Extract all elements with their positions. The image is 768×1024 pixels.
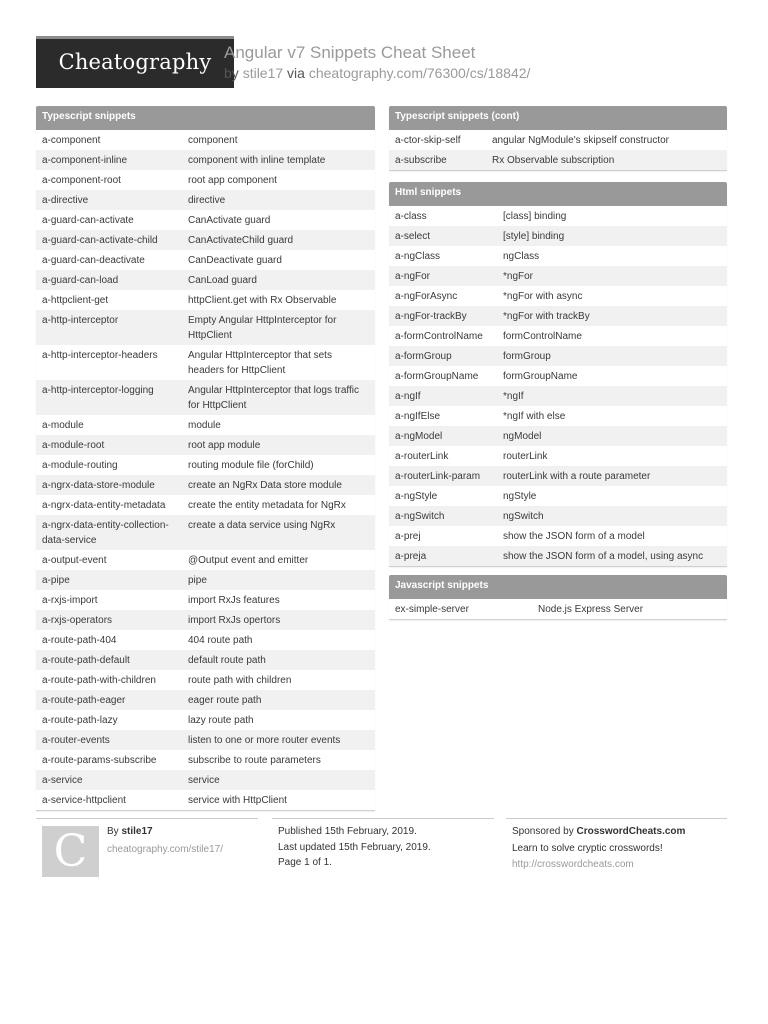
- section-title: Html snippets: [389, 182, 727, 206]
- snippet-description: Node.js Express Server: [538, 603, 644, 615]
- snippet-row: [36, 495, 375, 515]
- snippet-row: [36, 250, 375, 270]
- footer-author-link[interactable]: stile17: [121, 826, 153, 837]
- snippet-description: create a data service using NgRx: [188, 519, 336, 531]
- snippet-description: root app module: [188, 439, 261, 451]
- snippet-prefix: a-route-params-subscribe: [42, 754, 157, 766]
- sheet-url-link[interactable]: cheatography.com/76300/cs/18842/: [308, 65, 531, 81]
- snippet-description: Angular HttpInterceptor that sets headers for HttpClient: [188, 349, 332, 376]
- snippet-prefix: a-service: [42, 774, 83, 786]
- section-rows: [389, 206, 727, 566]
- snippet-description: *ngFor with trackBy: [503, 310, 590, 322]
- section-title: Typescript snippets (cont): [389, 106, 727, 130]
- snippet-row: [389, 346, 727, 366]
- snippet-row: [36, 515, 375, 550]
- snippet-prefix: a-preja: [395, 550, 427, 562]
- snippet-row: [36, 570, 375, 590]
- snippet-prefix: a-component: [42, 134, 101, 146]
- snippet-row: [36, 475, 375, 495]
- snippet-prefix: a-ngFor-trackBy: [395, 310, 467, 322]
- snippet-prefix: a-rxjs-operators: [42, 614, 113, 626]
- snippet-prefix: a-rxjs-import: [42, 594, 98, 606]
- snippet-description: ngStyle: [503, 490, 537, 502]
- snippet-prefix: a-directive: [42, 194, 89, 206]
- snippet-row: [389, 266, 727, 286]
- snippet-prefix: a-module: [42, 419, 84, 431]
- snippet-description: component with inline template: [188, 154, 326, 166]
- snippet-row: [36, 750, 375, 770]
- snippet-description: CanLoad guard: [188, 274, 257, 286]
- snippet-description: [class] binding: [503, 210, 567, 222]
- snippet-row: [36, 455, 375, 475]
- snippet-row: [36, 790, 375, 810]
- snippet-description: import RxJs opertors: [188, 614, 281, 626]
- snippet-row: [389, 326, 727, 346]
- snippet-row: [36, 150, 375, 170]
- snippet-prefix: a-router-events: [42, 734, 110, 746]
- footer-sponsor: [512, 826, 685, 837]
- snippet-prefix: a-subscribe: [395, 154, 447, 166]
- snippet-description: *ngFor: [503, 270, 534, 282]
- snippet-description: Angular HttpInterceptor that logs traffic for HttpClient: [188, 384, 360, 411]
- snippet-description: show the JSON form of a model, using async: [503, 550, 704, 562]
- snippet-row: [389, 226, 727, 246]
- snippet-prefix: a-ngForAsync: [395, 290, 458, 302]
- snippet-description: formGroup: [503, 350, 551, 362]
- footer-sponsor-link[interactable]: CrosswordCheats.com: [576, 826, 686, 837]
- snippet-description: import RxJs features: [188, 594, 280, 606]
- snippet-prefix: a-route-path-eager: [42, 694, 126, 706]
- page-title: Angular v7 Snippets Cheat Sheet: [224, 43, 476, 62]
- snippet-prefix: a-output-event: [42, 554, 107, 566]
- snippet-prefix: a-httpclient-get: [42, 294, 109, 306]
- byline-prefix: by: [224, 65, 239, 81]
- page-header: [36, 36, 736, 90]
- snippet-prefix: a-route-path-lazy: [42, 714, 118, 726]
- snippet-description: listen to one or more router events: [188, 734, 341, 746]
- snippet-prefix: a-ngSwitch: [395, 510, 445, 522]
- snippet-prefix: a-ngClass: [395, 250, 441, 262]
- footer-updated: Last updated 15th February, 2019.: [278, 842, 431, 853]
- snippet-row: [36, 230, 375, 250]
- snippet-prefix: a-select: [395, 230, 431, 242]
- snippet-row: [36, 670, 375, 690]
- footer-page-number: Page 1 of 1.: [278, 857, 332, 868]
- author-link[interactable]: stile17: [242, 65, 284, 81]
- footer-by-label: By: [107, 826, 119, 837]
- snippet-prefix: a-component-inline: [42, 154, 128, 166]
- snippet-description: formControlName: [503, 330, 582, 342]
- byline: [224, 65, 530, 81]
- snippet-row: [36, 310, 375, 345]
- footer-divider: [272, 818, 494, 819]
- snippet-description: routerLink: [503, 450, 548, 462]
- snippet-prefix: a-ngIf: [395, 390, 421, 402]
- snippet-row: [389, 150, 727, 170]
- snippet-description: service with HttpClient: [188, 794, 287, 806]
- snippet-row: [36, 190, 375, 210]
- footer-author: [107, 826, 153, 837]
- snippet-prefix: a-guard-can-load: [42, 274, 119, 286]
- snippet-description: subscribe to route parameters: [188, 754, 321, 766]
- snippet-description: @Output event and emitter: [188, 554, 309, 566]
- snippet-description: create an NgRx Data store module: [188, 479, 342, 491]
- snippet-prefix: a-guard-can-activate-child: [42, 234, 158, 246]
- snippet-row: [36, 690, 375, 710]
- snippet-description: service: [188, 774, 220, 786]
- snippet-prefix: ex-simple-server: [395, 603, 469, 615]
- snippet-row: [389, 446, 727, 466]
- snippet-description: component: [188, 134, 238, 146]
- snippet-prefix: a-http-interceptor-logging: [42, 384, 154, 396]
- snippet-description: formGroupName: [503, 370, 578, 382]
- snippet-description: route path with children: [188, 674, 292, 686]
- snippet-row: [36, 730, 375, 750]
- section-title: Javascript snippets: [389, 575, 727, 599]
- snippet-description: angular NgModule's skipself constructor: [492, 134, 669, 146]
- footer-sponsor-url[interactable]: http://crosswordcheats.com: [512, 859, 634, 870]
- snippet-description: ngClass: [503, 250, 540, 262]
- snippet-description: ngSwitch: [503, 510, 544, 522]
- snippet-row: [36, 345, 375, 380]
- section-rows: [389, 599, 727, 619]
- snippet-row: [389, 506, 727, 526]
- snippet-description: [style] binding: [503, 230, 565, 242]
- snippet-prefix: a-route-path-with-children: [42, 674, 156, 686]
- snippet-description: default route path: [188, 654, 266, 666]
- snippet-prefix: a-http-interceptor-headers: [42, 349, 158, 361]
- footer-sponsor-tagline: Learn to solve cryptic crosswords!: [512, 843, 663, 854]
- snippet-row: [36, 550, 375, 570]
- snippet-row: [389, 130, 727, 150]
- snippet-row: [36, 650, 375, 670]
- snippet-prefix: a-route-path-404: [42, 634, 117, 646]
- snippet-row: [36, 170, 375, 190]
- snippet-prefix: a-module-root: [42, 439, 105, 451]
- cheatography-logo[interactable]: Cheatography: [36, 36, 234, 88]
- snippet-description: root app component: [188, 174, 277, 186]
- snippet-row: [389, 599, 727, 619]
- snippet-prefix: a-formControlName: [395, 330, 483, 342]
- snippet-prefix: a-guard-can-activate: [42, 214, 134, 226]
- section-title: Typescript snippets: [36, 106, 375, 130]
- snippet-row: [389, 426, 727, 446]
- snippet-prefix: a-component-root: [42, 174, 121, 186]
- snippet-description: *ngFor with async: [503, 290, 583, 302]
- section-html-snippets: [389, 182, 727, 567]
- snippet-description: lazy route path: [188, 714, 254, 726]
- snippet-prefix: a-ngFor: [395, 270, 431, 282]
- author-avatar: C: [42, 826, 99, 877]
- snippet-prefix: a-routerLink: [395, 450, 449, 462]
- snippet-row: [389, 206, 727, 226]
- snippet-description: CanDeactivate guard: [188, 254, 282, 266]
- section-typescript-snippets-cont: [389, 106, 727, 171]
- snippet-description: pipe: [188, 574, 207, 586]
- footer-sponsored-label: Sponsored by: [512, 826, 574, 837]
- snippet-prefix: a-guard-can-deactivate: [42, 254, 145, 266]
- section-typescript-snippets: [36, 106, 375, 811]
- snippet-row: [389, 386, 727, 406]
- snippet-description: show the JSON form of a model: [503, 530, 645, 542]
- snippet-description: Empty Angular HttpInterceptor for HttpClient: [188, 314, 337, 341]
- snippet-prefix: a-ngrx-data-store-module: [42, 479, 155, 491]
- snippet-prefix: a-service-httpclient: [42, 794, 126, 806]
- snippet-row: [36, 630, 375, 650]
- snippet-row: [389, 406, 727, 426]
- snippet-row: [389, 466, 727, 486]
- snippet-description: eager route path: [188, 694, 262, 706]
- snippet-prefix: a-routerLink-param: [395, 470, 481, 482]
- snippet-prefix: a-ngIfElse: [395, 410, 441, 422]
- snippet-row: [36, 435, 375, 455]
- snippet-prefix: a-ngrx-data-entity-collection-data-service: [42, 519, 169, 546]
- section-javascript-snippets: [389, 575, 727, 620]
- snippet-row: [389, 546, 727, 566]
- snippet-prefix: a-http-interceptor: [42, 314, 119, 326]
- snippet-prefix: a-class: [395, 210, 427, 222]
- snippet-description: module: [188, 419, 221, 431]
- snippet-row: [36, 770, 375, 790]
- snippet-description: directive: [188, 194, 226, 206]
- snippet-description: Rx Observable subscription: [492, 154, 615, 166]
- snippet-prefix: a-prej: [395, 530, 421, 542]
- section-rows: [389, 130, 727, 170]
- footer-divider: [36, 818, 258, 819]
- snippet-description: 404 route path: [188, 634, 253, 646]
- snippet-row: [36, 210, 375, 230]
- snippet-row: [36, 710, 375, 730]
- footer-divider: [506, 818, 727, 819]
- snippet-prefix: a-module-routing: [42, 459, 118, 471]
- section-rows: [36, 130, 375, 810]
- snippet-row: [36, 290, 375, 310]
- snippet-description: httpClient.get with Rx Observable: [188, 294, 337, 306]
- snippet-row: [36, 415, 375, 435]
- byline-via: via: [287, 65, 305, 81]
- snippet-description: CanActivateChild guard: [188, 234, 294, 246]
- snippet-prefix: a-ngrx-data-entity-metadata: [42, 499, 166, 511]
- snippet-description: create the entity metadata for NgRx: [188, 499, 346, 511]
- snippet-description: *ngIf with else: [503, 410, 566, 422]
- snippet-prefix: a-ngStyle: [395, 490, 438, 502]
- snippet-row: [389, 306, 727, 326]
- snippet-row: [389, 286, 727, 306]
- snippet-description: CanActivate guard: [188, 214, 271, 226]
- footer-published: Published 15th February, 2019.: [278, 826, 417, 837]
- snippet-description: routing module file (forChild): [188, 459, 314, 471]
- snippet-prefix: a-ngModel: [395, 430, 443, 442]
- snippet-prefix: a-route-path-default: [42, 654, 130, 666]
- snippet-row: [389, 486, 727, 506]
- footer-author-url[interactable]: cheatography.com/stile17/: [107, 844, 223, 855]
- snippet-prefix: a-pipe: [42, 574, 70, 586]
- snippet-row: [36, 380, 375, 415]
- page-footer: [36, 818, 727, 888]
- snippet-row: [36, 610, 375, 630]
- snippet-prefix: a-ctor-skip-self: [395, 134, 461, 146]
- snippet-description: ngModel: [503, 430, 542, 442]
- snippet-row: [389, 246, 727, 266]
- snippet-row: [36, 130, 375, 150]
- snippet-row: [389, 366, 727, 386]
- snippet-row: [389, 526, 727, 546]
- snippet-row: [36, 590, 375, 610]
- snippet-description: routerLink with a route parameter: [503, 470, 651, 482]
- snippet-description: *ngIf: [503, 390, 524, 402]
- snippet-row: [36, 270, 375, 290]
- snippet-prefix: a-formGroupName: [395, 370, 479, 382]
- snippet-prefix: a-formGroup: [395, 350, 452, 362]
